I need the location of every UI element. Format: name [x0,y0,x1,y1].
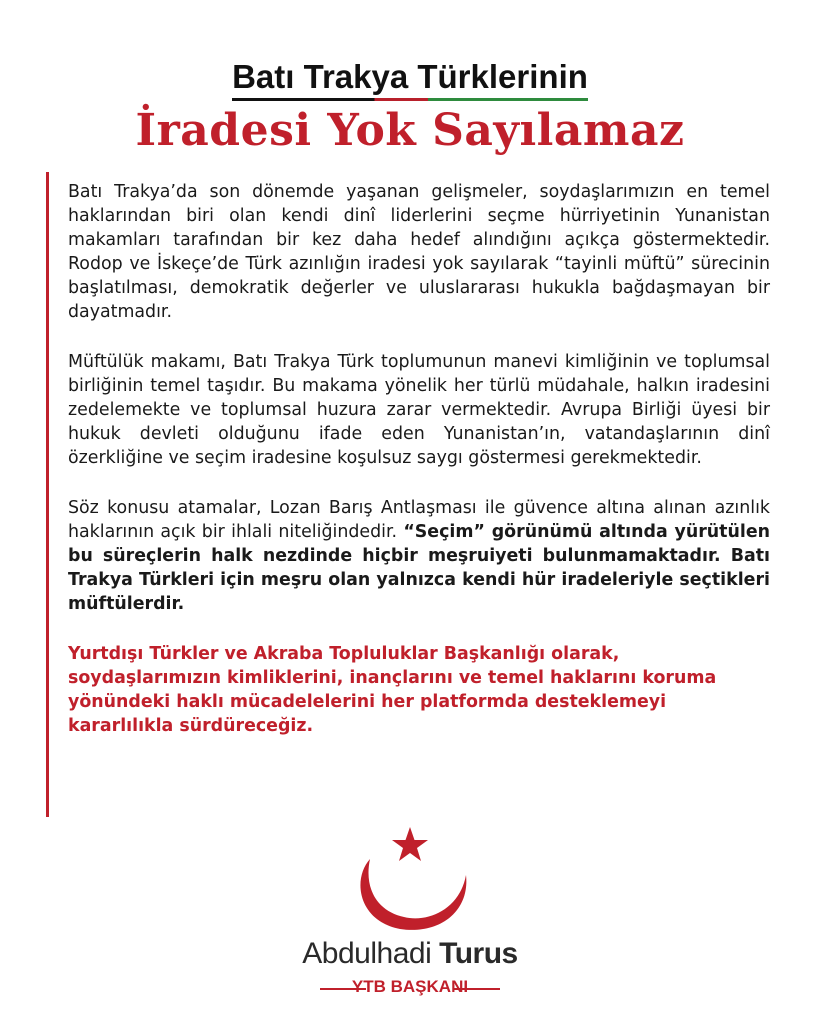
star-shape [392,827,428,861]
paragraph-4-highlight: Yurtdışı Türkler ve Akraba Topluluklar Başkanlığı olarak, soydaşlarımızın kimliklerini, inançlarını ve temel haklarını koruma yönündeki haklı mücadelelerini her platformda desteklemeyi kararlılıkla sürdüreceğiz. [68,644,717,736]
crescent-shape [360,859,466,930]
signature-first-name: Abdulhadi [302,937,432,970]
statement-body [68,180,770,764]
header [0,58,820,156]
paragraph-3 [68,496,770,616]
signature-name [300,937,520,971]
title-line-2: İradesi Yok Sayılamaz [135,105,685,156]
signature-block [300,825,520,1000]
signature-title: YTB BAŞKANI [351,977,469,996]
paragraph-2: Müftülük makamı, Batı Trakya Türk toplumunun manevi kimliğinin ve toplumsal birliğinin temel taşıdır. Bu makama yönelik her türlü müdahale, halkın iradesini zedelemekte ve toplumsal huzura zarar vermektedir. Avrupa Birliği üyesi bir hukuk devleti olduğunu ifade eden Yunanistan’ın, vatandaşlarının dinî özerkliğine ve seçim iradesine koşulsuz saygı göstermesi gerekmektedir. [68,352,770,468]
handshake-shape [388,901,434,909]
title-underline [232,98,588,101]
paragraph-3-normal: Söz konusu atamalar, Lozan Barış Antlaşması ile güvence altına alınan azınlık haklarının açık bir ihlali niteliğindedir. [68,498,770,542]
crescent-star-handshake-icon [300,825,520,937]
signature-last-name: Turus [439,937,518,970]
paragraph-3-bold: “Seçim” görünümü altında yürütülen bu süreçlerin halk nezdinde hiçbir meşruiyeti bulunmamaktadır. Batı Trakya Türkleri için meşru olan yalnızca kendi hür iradeleriyle seçtikleri müftülerdir. [68,522,771,614]
signature-title-row [300,977,520,999]
title-line-1-text: Batı Trakya Türklerinin [232,58,588,95]
left-accent-bar [46,172,49,817]
paragraph-1: Batı Trakya’da son dönemde yaşanan gelişmeler, soydaşlarımızın en temel haklarından biri olan kendi dinî liderlerini seçme hürriyetinin Yunanistan makamları tarafından bir kez daha hedef alındığını açıkça göstermektedir. Rodop ve İskeçe’de Türk azınlığın iradesi yok sayılarak “tayinli müftü” sürecinin başlatılması, demokratik değerler ve uluslararası hukukla bağdaşmayan bir dayatmadır. [68,182,770,322]
title-line-1 [232,58,588,99]
